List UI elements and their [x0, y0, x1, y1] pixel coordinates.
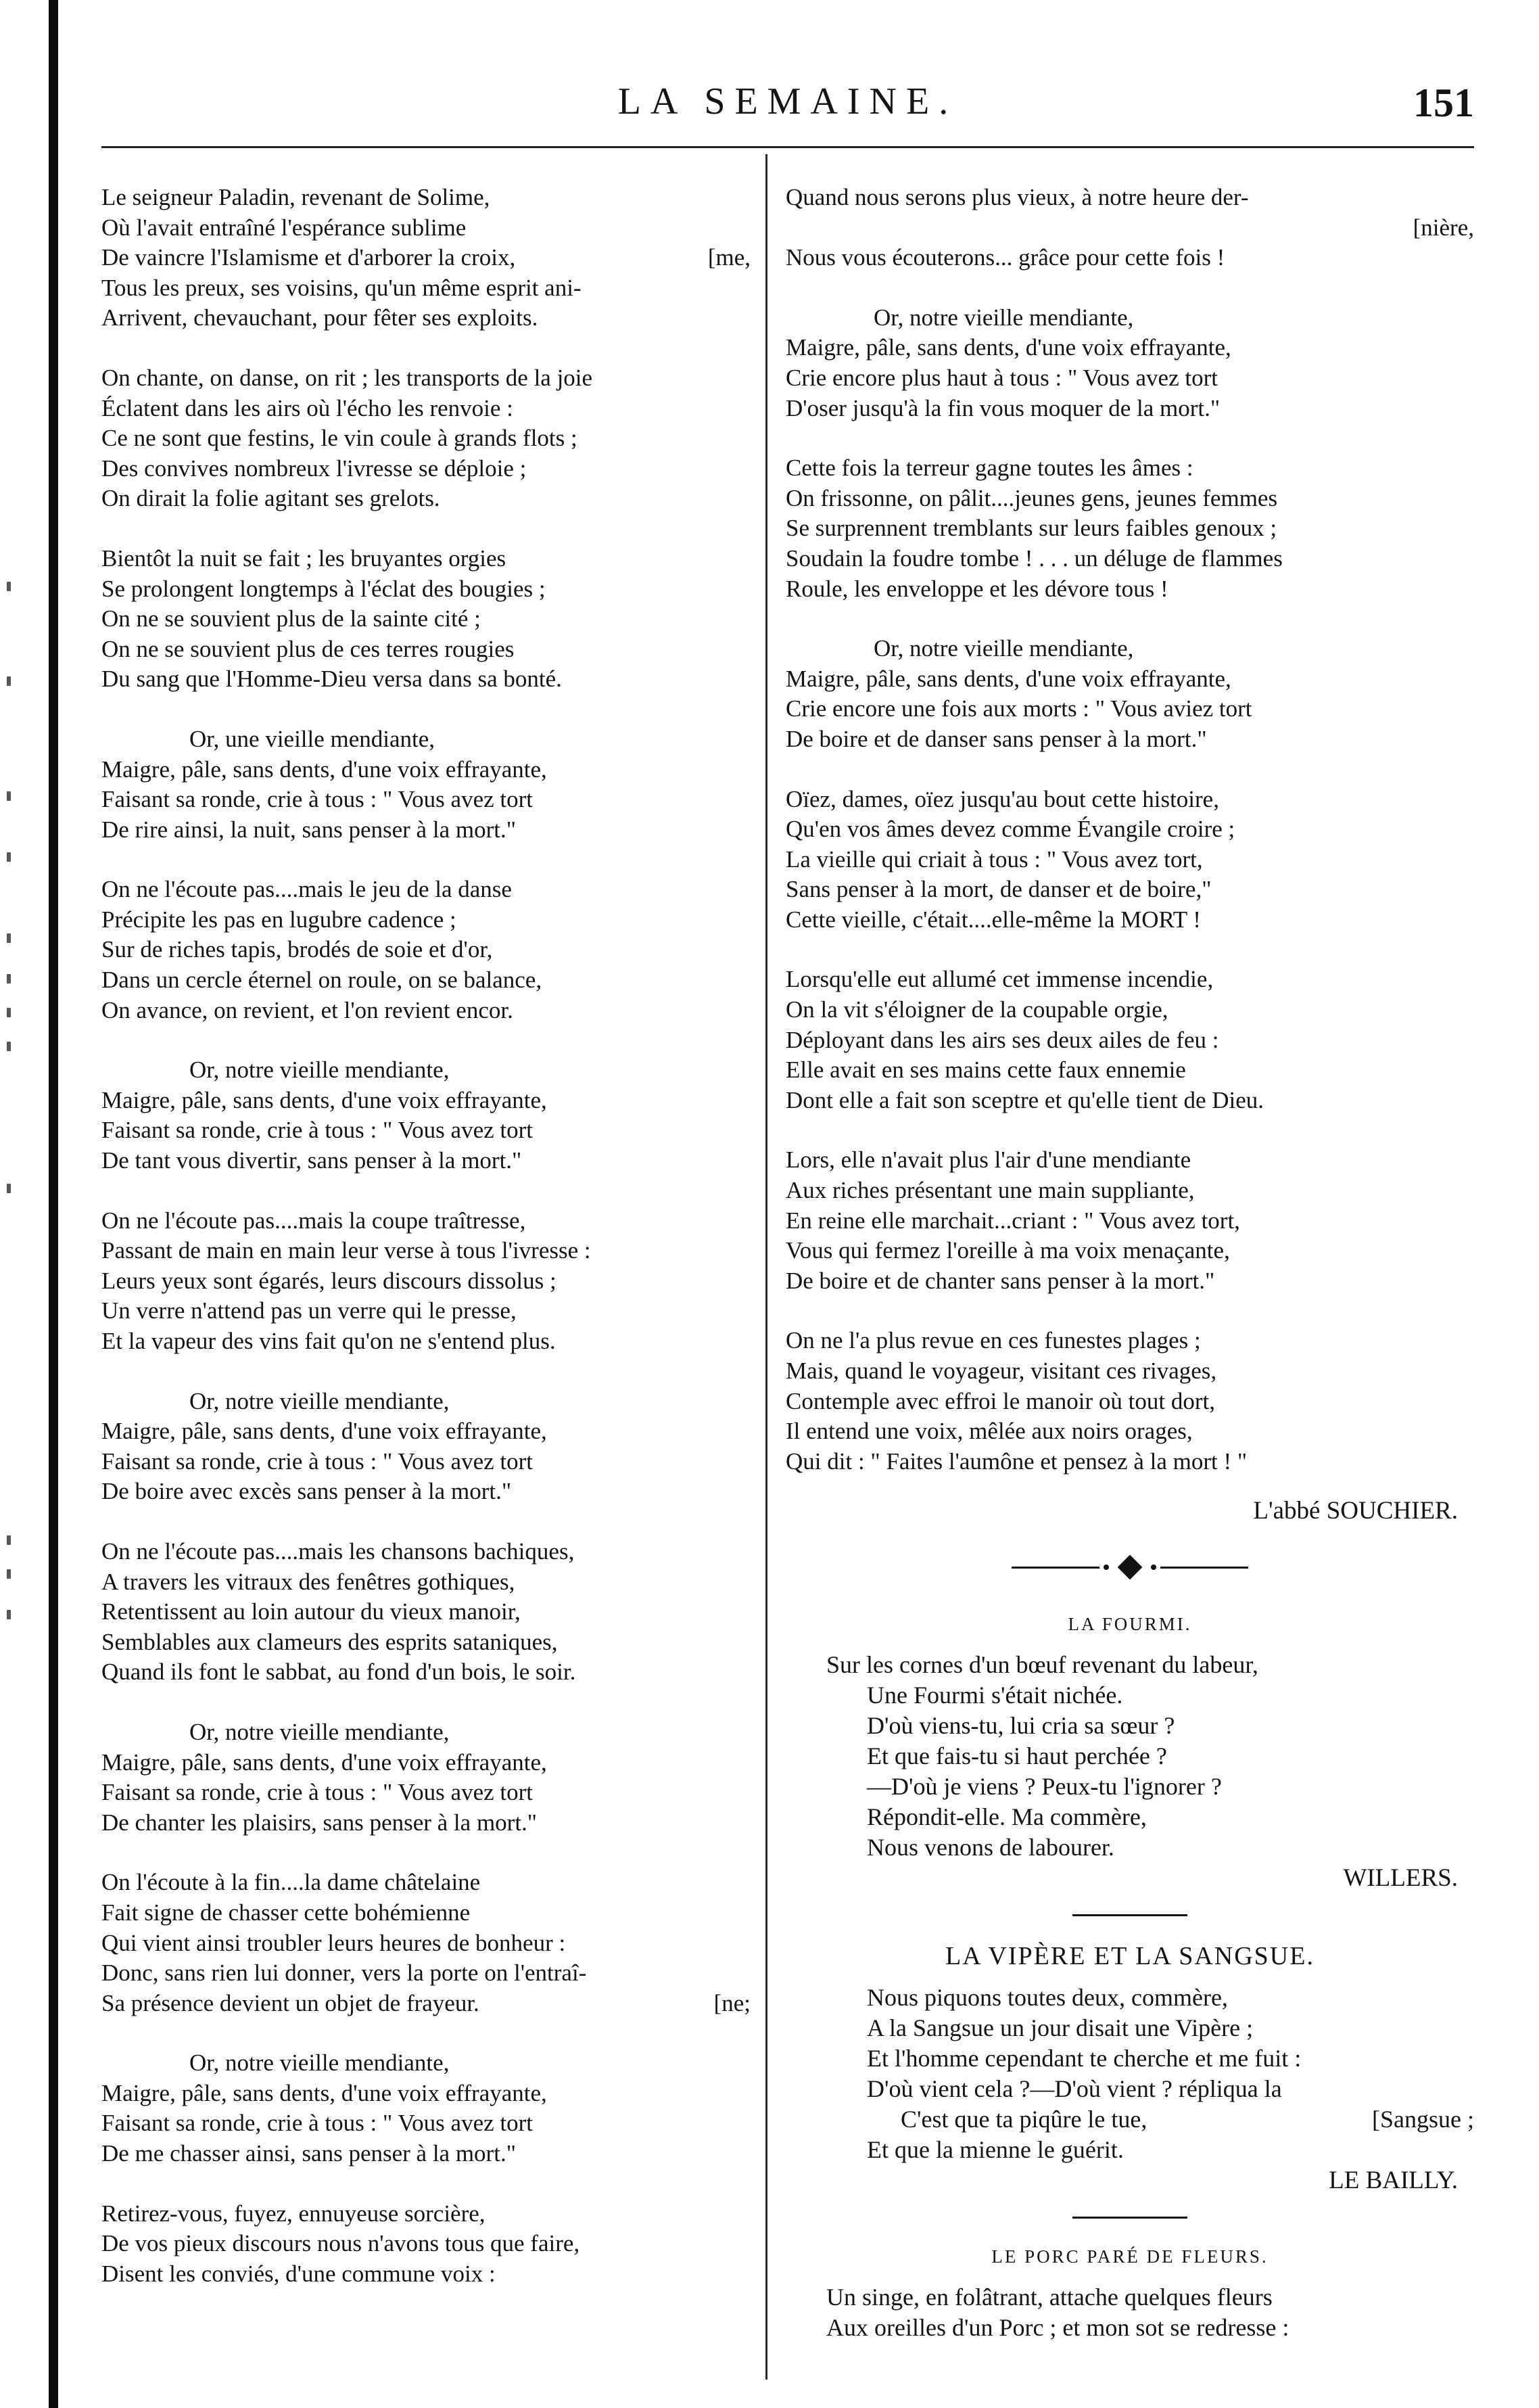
poem-line: De boire et de danser sans penser à la mort.": [786, 725, 1207, 752]
poem-line: Éclatent dans les airs où l'écho les renvoie :: [101, 394, 513, 421]
poem-line: Quand ils font le sabbat, au fond d'un bois, le soir.: [101, 1659, 576, 1686]
poem-line: De vos pieux discours nous n'avons tous que faire,: [101, 2230, 580, 2257]
poem-line: On chante, on danse, on rit ; les transports de la joie: [101, 364, 593, 391]
ornament-bar: [1160, 1567, 1248, 1569]
poem-line: Semblables aux clameurs des esprits sataniques,: [101, 1628, 558, 1655]
margin-speck: [7, 933, 11, 943]
poem-line: Roule, les enveloppe et les dévore tous !: [786, 575, 1168, 602]
refrain-stanza: [786, 303, 1474, 423]
fable-line: Et que la mienne le guérit.: [867, 2136, 1124, 2164]
poem-line: Maigre, pâle, sans dents, d'une voix effrayante,: [101, 1086, 547, 1113]
poem-line: Soudain la foudre tombe ! . . . un déluge de flammes: [786, 545, 1283, 572]
poem-line: On l'écoute à la fin....la dame châtelaine: [101, 1869, 481, 1896]
fable-line: Nous venons de labourer.: [867, 1834, 1114, 1861]
poem-line: Se surprennent tremblants sur leurs faibles genoux ;: [786, 515, 1277, 542]
poem-line: Cette vieille, c'était....elle-même la MORT !: [786, 906, 1201, 933]
poem-line: Faisant sa ronde, crie à tous : " Vous avez tort: [101, 2110, 533, 2137]
margin-speck: [7, 1184, 11, 1193]
poem-line: De rire ainsi, la nuit, sans penser à la mort.": [101, 816, 516, 843]
poem-line: Or, notre vieille mendiante,: [189, 1387, 450, 1414]
poem-line-note: [ne;: [713, 1989, 751, 2016]
poem-line: Elle avait en ses mains cette faux ennemie: [786, 1057, 1186, 1084]
poem-line: Maigre, pâle, sans dents, d'une voix effrayante,: [101, 756, 547, 783]
poem-line: Maigre, pâle, sans dents, d'une voix effrayante,: [101, 1749, 547, 1776]
margin-speck: [7, 676, 11, 686]
margin-speck: [7, 852, 11, 862]
poem-line: De boire et de chanter sans penser à la mort.": [786, 1267, 1215, 1294]
fable-line: Une Fourmi s'était nichée.: [867, 1682, 1123, 1709]
poem-line: Maigre, pâle, sans dents, d'une voix effrayante,: [786, 665, 1231, 692]
poem-line: Passant de main en main leur verse à tous l'ivresse :: [101, 1237, 591, 1264]
poem-line: Sans penser à la mort, de danser et de boire,": [786, 876, 1212, 903]
margin-speck: [7, 1042, 11, 1051]
margin-speck: [7, 791, 11, 801]
poem-line: Où l'avait entraîné l'espérance sublime: [101, 214, 467, 241]
fable-line: Nous piquons toutes deux, commère,: [867, 1984, 1228, 2012]
poem-line: Disent les conviés, d'une commune voix :: [101, 2260, 496, 2287]
poem-stanza: [101, 1206, 751, 1357]
poem-line: Un verre n'attend pas un verre qui le presse,: [101, 1297, 517, 1324]
poem-line: Or, notre vieille mendiante,: [874, 304, 1134, 331]
header-rule: [101, 146, 1474, 148]
left-column: [101, 183, 751, 2319]
poem-stanza: [786, 1145, 1474, 1296]
poem-line-text: Sa présence devient un objet de frayeur.: [101, 1989, 479, 2016]
poem-line: On ne l'écoute pas....mais les chansons bachiques,: [101, 1537, 575, 1565]
poem-line: Des convives nombreux l'ivresse se déploie ;: [101, 455, 527, 482]
poem-line: Mais, quand le voyageur, visitant ces rivages,: [786, 1358, 1217, 1384]
poem-stanza: [786, 183, 1474, 273]
poem-line: Maigre, pâle, sans dents, d'une voix effrayante,: [101, 2079, 547, 2106]
ornament-dot: [1151, 1565, 1156, 1570]
ornament-dot: [1104, 1565, 1109, 1570]
fable-line: Et l'homme cependant te cherche et me fuit :: [867, 2045, 1302, 2073]
fable-fourmi: [786, 1611, 1474, 1894]
poem-stanza: [786, 785, 1474, 935]
poem-stanza: [786, 453, 1474, 604]
fable-vipere: [786, 1941, 1474, 2196]
binding-gutter-bar: [49, 0, 58, 2408]
poem-line: Déployant dans les airs ses deux ailes de feu :: [786, 1026, 1219, 1053]
poem-signature: L'abbé SOUCHIER.: [1253, 1497, 1458, 1525]
section-ornament: [786, 1554, 1474, 1581]
poem-line: Nous vous écouterons... grâce pour cette fois !: [786, 244, 1225, 271]
poem-stanza: [101, 1868, 751, 2018]
poem-line: De boire avec excès sans penser à la mort.": [101, 1478, 512, 1505]
poem-line: Lorsqu'elle eut allumé cet immense incendie,: [786, 966, 1214, 993]
poem-line: On ne l'écoute pas....mais le jeu de la danse: [101, 876, 512, 903]
margin-speck: [7, 1008, 11, 1017]
poem-continuation: [786, 183, 1474, 1477]
poem-line: On dirait la folie agitant ses grelots.: [101, 485, 440, 512]
fable-line: Sur les cornes d'un bœuf revenant du labeur,: [826, 1651, 1258, 1679]
fable-separator: [1072, 1914, 1187, 1916]
poem-stanza: [101, 183, 751, 333]
poem-line: La vieille qui criait à tous : " Vous avez tort,: [786, 846, 1203, 873]
margin-speck: [7, 974, 11, 983]
poem-line: Crie encore plus haut à tous : " Vous avez tort: [786, 364, 1218, 391]
poem-line: Cette fois la terreur gagne toutes les âmes :: [786, 455, 1193, 482]
margin-speck: [7, 1610, 11, 1619]
poem-line: Or, une vieille mendiante,: [189, 725, 435, 752]
fable-title: LA VIPÈRE ET LA SANGSUE.: [945, 1942, 1315, 1971]
poem-line: Oïez, dames, oïez jusqu'au bout cette histoire,: [786, 785, 1219, 812]
refrain-stanza: [101, 1387, 751, 1507]
poem-line: On frissonne, on pâlit....jeunes gens, jeunes femmes: [786, 484, 1278, 511]
fable-signature: LE BAILLY.: [1329, 2167, 1458, 2195]
refrain-stanza: [101, 1717, 751, 1838]
poem-line: On ne l'a plus revue en ces funestes plages ;: [786, 1327, 1201, 1354]
fable-title: LE PORC PARÉ DE FLEURS.: [991, 2246, 1269, 2267]
poem-stanza: [101, 2199, 751, 2290]
poem-line: Or, notre vieille mendiante,: [189, 2050, 450, 2077]
poem-line: Or, notre vieille mendiante,: [189, 1057, 450, 1084]
fable-line: Aux oreilles d'un Porc ; et mon sot se redresse :: [826, 2314, 1289, 2342]
poem-line: On ne se souvient plus de la sainte cité ;: [101, 605, 481, 632]
poem-line: Leurs yeux sont égarés, leurs discours dissolus ;: [101, 1267, 557, 1294]
poem-line: Se prolongent longtemps à l'éclat des bougies ;: [101, 575, 546, 602]
refrain-stanza: [101, 2048, 751, 2169]
refrain-stanza: [101, 724, 751, 845]
poem-line: Fait signe de chasser cette bohémienne: [101, 1899, 471, 1926]
fable-porc: [786, 2243, 1474, 2343]
fable-line: A la Sangsue un jour disait une Vipère ;: [867, 2014, 1254, 2042]
margin-speck: [7, 582, 11, 591]
poem-line: Dont elle a fait son sceptre et qu'elle tient de Dieu.: [786, 1086, 1264, 1113]
fable-line: Répondit-elle. Ma commère,: [867, 1803, 1147, 1831]
margin-speck: [7, 1535, 11, 1545]
poem-line: Quand nous serons plus vieux, à notre heure der-: [786, 184, 1249, 210]
poem-line: Qu'en vos âmes devez comme Évangile croire ;: [786, 816, 1235, 843]
poem-line: Retentissent au loin autour du vieux manoir,: [101, 1598, 521, 1625]
column-divider: [765, 154, 767, 2380]
fable-line: —D'où je viens ? Peux-tu l'ignorer ?: [867, 1773, 1222, 1801]
fable-separator: [1072, 2217, 1187, 2219]
poem-stanza: [101, 1537, 751, 1688]
poem-line: Maigre, pâle, sans dents, d'une voix effrayante,: [101, 1418, 547, 1445]
poem-line: [101, 243, 751, 273]
poem-line: Donc, sans rien lui donner, vers la porte on l'entraî-: [101, 1960, 587, 1987]
poem-line: Il entend une voix, mêlée aux noirs orages,: [786, 1418, 1193, 1445]
poem-line: Le seigneur Paladin, revenant de Solime,: [101, 184, 490, 210]
fable-line: Un singe, en folâtrant, attache quelques fleurs: [826, 2284, 1273, 2311]
poem-line: Faisant sa ronde, crie à tous : " Vous avez tort: [101, 1117, 533, 1144]
poem-line: [nière,: [1413, 214, 1474, 241]
poem-line: De me chasser ainsi, sans penser à la mort.": [101, 2140, 516, 2167]
ornament-bar: [1012, 1567, 1099, 1569]
fable-line: D'où viens-tu, lui cria sa sœur ?: [867, 1712, 1175, 1740]
poem-line: On la vit s'éloigner de la coupable orgie,: [786, 996, 1168, 1023]
poem-line: Aux riches présentant une main suppliante,: [786, 1177, 1195, 1204]
poem-line: Arrivent, chevauchant, pour fêter ses exploits.: [101, 304, 538, 331]
poem-line: Qui dit : " Faites l'aumône et pensez à la mort ! ": [786, 1448, 1248, 1475]
poem-line: Contemple avec effroi le manoir où tout dort,: [786, 1387, 1216, 1414]
poem-stanza: [101, 875, 751, 1025]
margin-speck: [7, 1569, 11, 1579]
poem-line: Retirez-vous, fuyez, ennuyeuse sorcière,: [101, 2200, 486, 2227]
poem-line: On ne l'écoute pas....mais la coupe traîtresse,: [101, 1207, 526, 1234]
poem-line: Faisant sa ronde, crie à tous : " Vous avez tort: [101, 786, 533, 813]
poem-stanza: [786, 965, 1474, 1115]
fable-signature: WILLERS.: [1343, 1864, 1458, 1893]
page-number: 151: [1413, 80, 1474, 125]
poem-line: Crie encore une fois aux morts : " Vous aviez tort: [786, 695, 1252, 722]
poem-line: D'oser jusqu'à la fin vous moquer de la mort.": [786, 394, 1221, 421]
poem-line: Et la vapeur des vins fait qu'on ne s'entend plus.: [101, 1328, 556, 1354]
margin-specks: [0, 0, 47, 2408]
fable-line: D'où vient cela ?—D'où vient ? répliqua la: [867, 2075, 1282, 2103]
poem-line: Sur de riches tapis, brodés de soie et d'or,: [101, 936, 493, 963]
poem-line: De chanter les plaisirs, sans penser à la mort.": [101, 1809, 538, 1836]
ornament-lozenge: [1118, 1555, 1143, 1580]
poem-line: Qui vient ainsi troubler leurs heures de bonheur :: [101, 1929, 566, 1956]
poem-line: A travers les vitraux des fenêtres gothiques,: [101, 1568, 515, 1595]
poem-stanza: [101, 363, 751, 514]
fable-title: LA FOURMI.: [1068, 1614, 1192, 1635]
fable-line: [786, 2104, 1474, 2135]
poem-line: Vous qui fermez l'oreille à ma voix menaçante,: [786, 1237, 1230, 1264]
poem-line-text: De vaincre l'Islamisme et d'arborer la croix,: [101, 244, 516, 271]
right-column: [786, 183, 1474, 2343]
page-header: [101, 80, 1474, 141]
poem-line: De tant vous divertir, sans penser à la mort.": [101, 1147, 522, 1174]
poem-line: Or, notre vieille mendiante,: [874, 635, 1134, 662]
fable-line-note: [Sangsue ;: [1372, 2106, 1474, 2133]
running-title: LA SEMAINE.: [617, 80, 958, 122]
refrain-stanza: [786, 634, 1474, 754]
poem-stanza: [101, 544, 751, 695]
poem-line: On avance, on revient, et l'on revient encor.: [101, 996, 513, 1023]
poem-line: Ce ne sont que festins, le vin coule à grands flots ;: [101, 425, 577, 452]
poem-line: En reine elle marchait...criant : " Vous avez tort,: [786, 1207, 1240, 1234]
fable-line-text: C'est que ta piqûre le tue,: [901, 2106, 1147, 2133]
poem-line: [101, 1989, 751, 2019]
refrain-stanza: [101, 1055, 751, 1176]
poem-line: Or, notre vieille mendiante,: [189, 1718, 450, 1745]
poem-line: Faisant sa ronde, crie à tous : " Vous avez tort: [101, 1448, 533, 1475]
fable-line: Et que fais-tu si haut perchée ?: [867, 1742, 1167, 1770]
poem-line: Du sang que l'Homme-Dieu versa dans sa bonté.: [101, 666, 562, 693]
poem-line: Tous les preux, ses voisins, qu'un même esprit ani-: [101, 274, 582, 301]
poem-line: Faisant sa ronde, crie à tous : " Vous avez tort: [101, 1779, 533, 1806]
poem-stanza: [786, 1326, 1474, 1477]
poem-line: Lors, elle n'avait plus l'air d'une mendiante: [786, 1147, 1191, 1174]
poem-line: Dans un cercle éternel on roule, on se balance,: [101, 967, 542, 994]
poem-line: On ne se souvient plus de ces terres rougies: [101, 635, 515, 662]
poem-line-note: [me,: [707, 244, 751, 271]
poem-line: Précipite les pas en lugubre cadence ;: [101, 906, 456, 933]
poem-line: Maigre, pâle, sans dents, d'une voix effrayante,: [786, 334, 1231, 361]
poem-line: Bientôt la nuit se fait ; les bruyantes orgies: [101, 545, 506, 572]
